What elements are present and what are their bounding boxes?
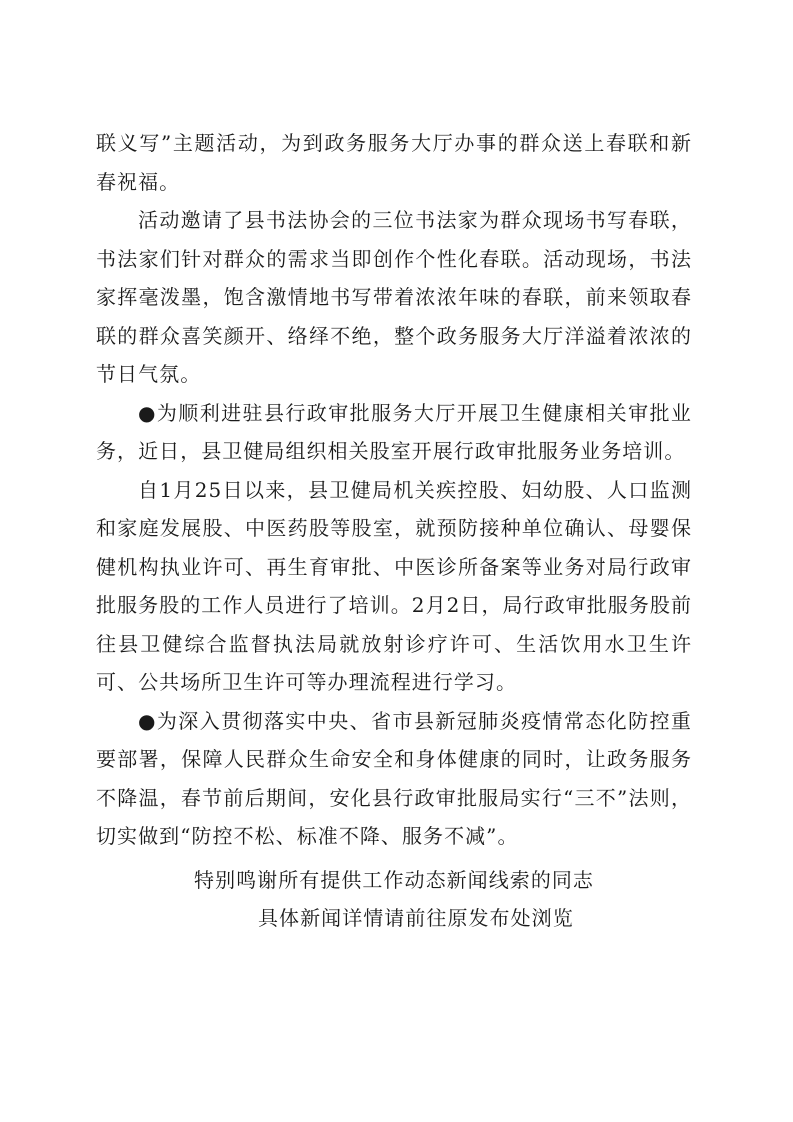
thanks-note: 特别鸣谢所有提供工作动态新闻线索的同志 xyxy=(194,868,594,892)
paragraph-continuation: 联义写”主题活动，为到政务服务大厅办事的群众送上春联和新春祝福。 xyxy=(96,131,692,194)
details-note: 具体新闻详情请前往原发布处浏览 xyxy=(258,906,574,930)
paragraph-training-details: 自1月25日以来，县卫健局机关疾控股、妇幼股、人口监测和家庭发展股、中医药股等股室，就预防接种单位确认、母婴保健机构执业许可、再生育审批、中医诊所备案等业务对局行政审批服务股的工作人员进行了培训。2月2日，局行政审批服务股前往县卫健综合监督执法局就放射诊疗许可、生活饮用水卫生许可、公共场所卫生许可等办理流程进行学习。 xyxy=(96,477,692,694)
paragraph-calligraphy-event: 活动邀请了县书法协会的三位书法家为群众现场书写春联，书法家们针对群众的需求当即创作个性化春联。活动现场，书法家挥毫泼墨，饱含激情地书写带着浓浓年味的春联，前来领取春联的群众喜笑颜开、络绎不绝，整个政务服务大厅洋溢着浓浓的节日气氛。 xyxy=(96,208,692,386)
paragraph-health-approval: ●为顺利进驻县行政审批服务大厅开展卫生健康相关审批业务，近日，县卫健局组织相关股室开展行政审批服务业务培训。 xyxy=(96,400,692,463)
body-text xyxy=(96,124,692,856)
paragraph-epidemic-control: ●为深入贯彻落实中央、省市县新冠肺炎疫情常态化防控重要部署，保障人民群众生命安全和身体健康的同时，让政务服务不降温，春节前后期间，安化县行政审批服局实行“三不”法则，切实做到“防控不松、标准不降、服务不减”。 xyxy=(96,708,692,848)
